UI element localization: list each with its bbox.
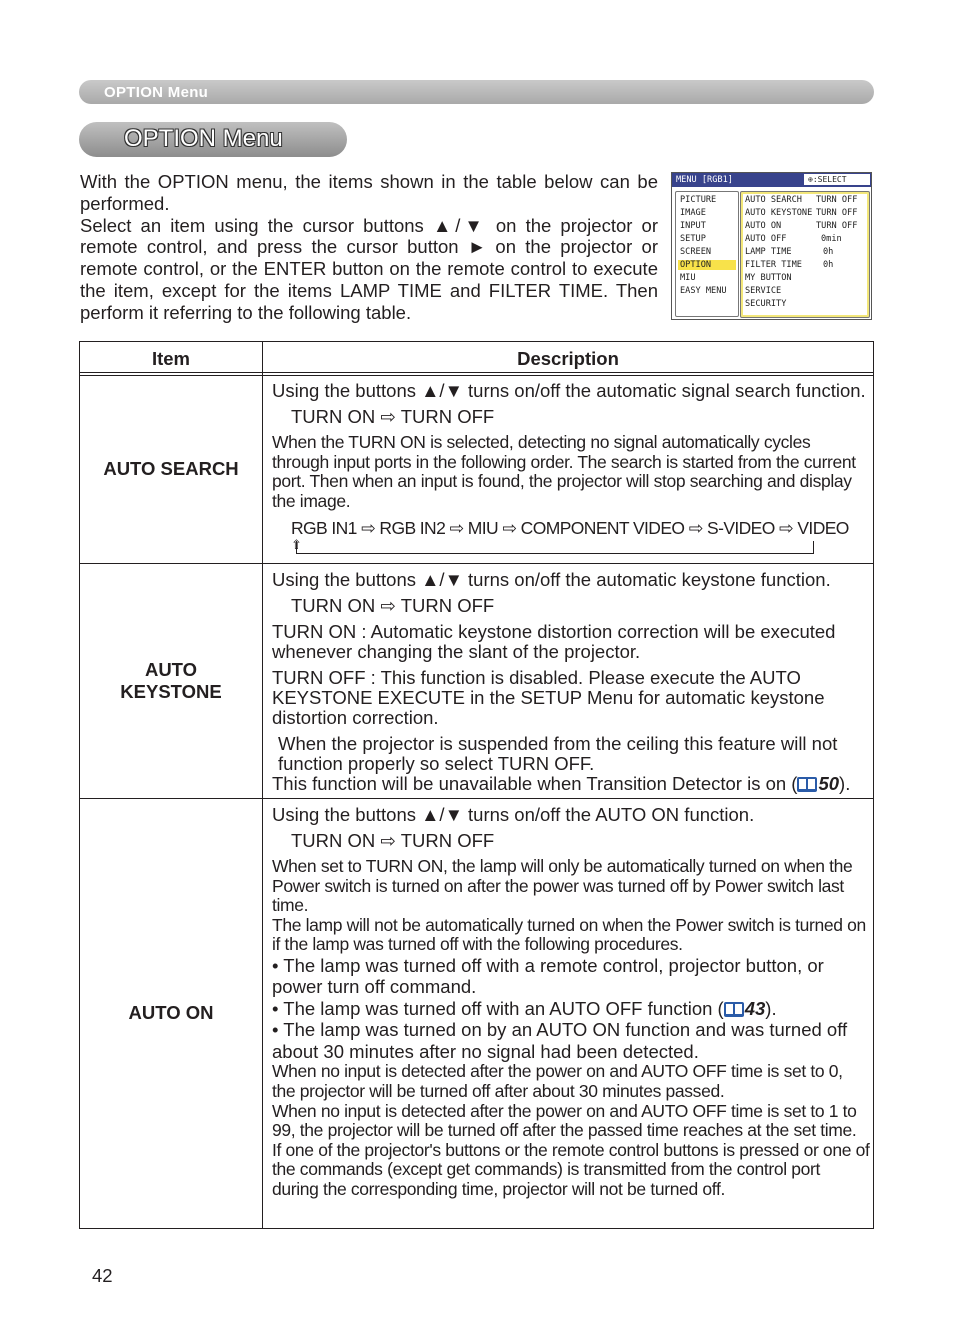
row-label-line: KEYSTONE <box>120 681 222 702</box>
column-header-description: Description <box>517 348 619 369</box>
osd-header-title: MENU [RGB1] <box>676 175 733 185</box>
auto-on-toggle: TURN ON ⇨ TURN OFF <box>291 830 495 851</box>
osd-menu-item-active: OPTION <box>678 260 736 270</box>
osd-option-label: FILTER TIME <box>745 260 802 270</box>
auto-search-description <box>272 381 870 539</box>
osd-option-value: TURN OFF <box>816 208 858 218</box>
intro-paragraph-2: Select an item using the cursor buttons ▲/▼ on the projector or remote control, and press the cursor button ► on the projector or remote control, or the ENTER button on the remote control to execute the item, except for the items LAMP TIME and FILTER TIME. Then perform it referring to the following table. <box>80 214 658 323</box>
book-reference-icon <box>797 777 817 792</box>
osd-option-value: TURN OFF <box>816 221 858 231</box>
osd-menu-item: SCREEN <box>680 247 712 257</box>
option-table <box>79 341 874 1229</box>
column-header-item: Item <box>151 348 191 369</box>
auto-on-note: If one of the projector's buttons or the remote control buttons is pressed or one of the commands (except get commands) is transmitted from the control port during the corresponding time, projector will not be turned off. <box>272 1139 870 1200</box>
header-divider-double <box>80 375 873 376</box>
auto-keystone-note-ref: This function will be unavailable when Transition Detector is on ( 50). <box>272 773 851 794</box>
osd-option-label: LAMP TIME <box>745 247 792 257</box>
auto-on-bullet: • The lamp was turned on by an AUTO ON function and was turned off about 30 minutes after no signal had been detected. <box>272 1019 848 1062</box>
osd-option-value: TURN OFF <box>816 195 858 205</box>
column-divider <box>262 342 263 1228</box>
intro-text <box>80 171 658 324</box>
auto-keystone-line: Using the buttons ▲/▼ turns on/off the automatic keystone function. <box>272 569 831 590</box>
osd-option-submenu <box>740 191 870 318</box>
osd-option-label: MY BUTTON <box>745 273 792 283</box>
auto-on-note: When no input is detected after the power on and AUTO OFF time is set to 0, the projector will be turned off after about 30 minutes passed. <box>272 1061 843 1102</box>
osd-option-label: AUTO SEARCH <box>745 195 802 205</box>
row-label-line: AUTO <box>144 659 198 680</box>
auto-search-toggle: TURN ON ⇨ TURN OFF <box>291 406 495 427</box>
osd-menu-item: SETUP <box>680 234 706 244</box>
book-reference-icon <box>724 1002 744 1017</box>
select-icon: ⊕ <box>808 175 813 184</box>
auto-search-note: When the TURN ON is selected, detecting no signal automatically cycles through input ports in the following order. The search is started from the current port. Then when an input is found, the projector will stop searching and display the image. <box>272 432 856 511</box>
page-title-pill <box>79 122 347 157</box>
page-reference[interactable]: 43 <box>744 997 766 1019</box>
auto-keystone-note: When the projector is suspended from the ceiling this feature will not function properly so select TURN OFF. <box>278 733 838 774</box>
auto-keystone-turn-off: TURN OFF : This function is disabled. Please execute the AUTO KEYSTONE EXECUTE in the SETUP Menu for automatic keystone distortion correction. <box>272 667 825 728</box>
row-label-auto-keystone <box>80 659 262 703</box>
osd-option-label: AUTO OFF <box>745 234 787 244</box>
intro-paragraph-1: With the OPTION menu, the items shown in the table below can be performed. <box>80 171 658 214</box>
auto-keystone-turn-on: TURN ON : Automatic keystone distortion correction will be executed whenever changing the slant of the projector. <box>272 621 836 662</box>
auto-search-line: Using the buttons ▲/▼ turns on/off the automatic signal search function. <box>272 380 866 401</box>
osd-option-label: AUTO ON <box>745 221 782 231</box>
osd-menu-item: INPUT <box>680 221 706 231</box>
auto-on-line: Using the buttons ▲/▼ turns on/off the AUTO ON function. <box>272 804 755 825</box>
header-divider <box>80 372 873 373</box>
auto-on-bullet: • The lamp was turned off with a remote control, projector button, or power turn off command. <box>272 954 824 998</box>
page-title: OPTION Menu <box>124 125 283 152</box>
osd-option-value: 0h <box>823 260 834 270</box>
section-header-bar <box>79 80 874 104</box>
osd-menu-item: PICTURE <box>680 195 717 205</box>
page-reference[interactable]: 50 <box>818 773 840 794</box>
osd-select-hint: ⊕:SELECT <box>804 174 870 185</box>
auto-search-sequence: RGB IN1 ⇨ RGB IN2 ⇨ MIU ⇨ COMPONENT VIDEO ⇨ S-VIDEO ⇨ VIDEO <box>291 518 849 539</box>
osd-menu-screenshot <box>671 172 872 320</box>
sequence-loop-line <box>296 541 814 554</box>
row-divider <box>80 798 873 799</box>
osd-menu-item: EASY MENU <box>680 286 727 296</box>
auto-on-bullet-ref: • The lamp was turned off with an AUTO OFF function ( 43). <box>272 997 777 1019</box>
auto-on-note: The lamp will not be automatically turned on when the Power switch is turned on if the lamp was turned off with the following procedures. <box>272 914 866 955</box>
auto-on-note: When no input is detected after the power on and AUTO OFF time is set to 1 to 99, the projector will be turned off after the passed time reaches at the set time. <box>272 1100 857 1141</box>
row-divider <box>80 563 873 564</box>
osd-option-label: SECURITY <box>745 299 787 309</box>
auto-on-description <box>272 805 870 1200</box>
osd-option-label: AUTO KEYSTONE <box>745 208 813 218</box>
page-number: 42 <box>92 1265 113 1286</box>
osd-main-menu <box>675 191 739 317</box>
osd-option-label: SERVICE <box>745 286 782 296</box>
auto-keystone-toggle: TURN ON ⇨ TURN OFF <box>291 595 495 616</box>
loop-arrow-up-icon: ⇧ <box>291 537 302 552</box>
row-label-auto-on: AUTO ON <box>128 1002 214 1023</box>
osd-header <box>672 173 871 187</box>
auto-on-note: When set to TURN ON, the lamp will only be automatically turned on when the Power switch is turned on after the power was turned off by Power switch last time. <box>272 856 853 916</box>
osd-menu-item: MIU <box>680 273 696 283</box>
osd-option-value: 0min <box>821 234 842 244</box>
auto-keystone-description <box>272 570 870 794</box>
osd-option-value: 0h <box>823 247 834 257</box>
row-label-auto-search: AUTO SEARCH <box>103 458 239 479</box>
section-header-label: OPTION Menu <box>104 84 209 101</box>
osd-menu-item: IMAGE <box>680 208 706 218</box>
